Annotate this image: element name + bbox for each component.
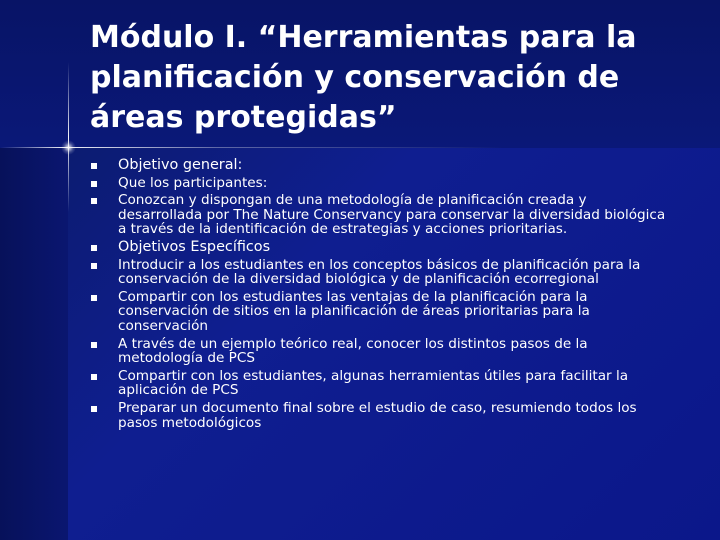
square-bullet-icon [91,342,97,348]
slide-title: Módulo I. “Herramientas para la planificación y conservación de áreas protegidas” [90,20,637,135]
bullet-text: A través de un ejemplo teórico real, conocer los distintos pasos de la metodología de PCS [118,335,588,367]
sparkle-icon [61,140,76,155]
bullet-text: Introducir a los estudiantes en los conceptos básicos de planificación para la conservación de la diversidad biológica y de planificación ecorregional [118,256,641,288]
square-bullet-icon [91,198,97,204]
bullet-item [90,193,670,237]
bullet-item [90,337,670,366]
square-bullet-icon [91,406,97,412]
bullet-item [90,240,670,255]
bullet-item [90,369,670,398]
square-bullet-icon [91,245,97,251]
bullet-text: Conozcan y dispongan de una metodología de planificación creada y desarrollada por The Nature Conservancy para conservar la diversidad biológica a través de la identificación de estrategias y acciones prioritarias. [118,192,666,238]
bullet-list [90,158,670,433]
square-bullet-icon [91,181,97,187]
bullet-text: Compartir con los estudiantes las ventajas de la planificación para la conservación de sitios en la planificación de áreas prioritarias para la conservación [118,288,590,334]
bullet-text: Compartir con los estudiantes, algunas herramientas útiles para facilitar la aplicación de PCS [118,367,629,399]
bullet-item [90,258,670,287]
square-bullet-icon [91,163,97,169]
bullet-text: Objetivo general: [118,157,243,173]
square-bullet-icon [91,374,97,380]
bullet-item [90,290,670,334]
horizontal-accent-line [0,147,720,148]
bullet-text: Que los participantes: [118,174,268,191]
square-bullet-icon [91,263,97,269]
bullet-item [90,158,670,173]
bullet-text: Objetivos Específicos [118,238,271,255]
vertical-accent-line [68,62,69,212]
bullet-item [90,176,670,191]
bullet-item [90,401,670,430]
square-bullet-icon [91,295,97,301]
bullet-text: Preparar un documento final sobre el estudio de caso, resumiendo todos los pasos metodológicos [118,399,637,431]
